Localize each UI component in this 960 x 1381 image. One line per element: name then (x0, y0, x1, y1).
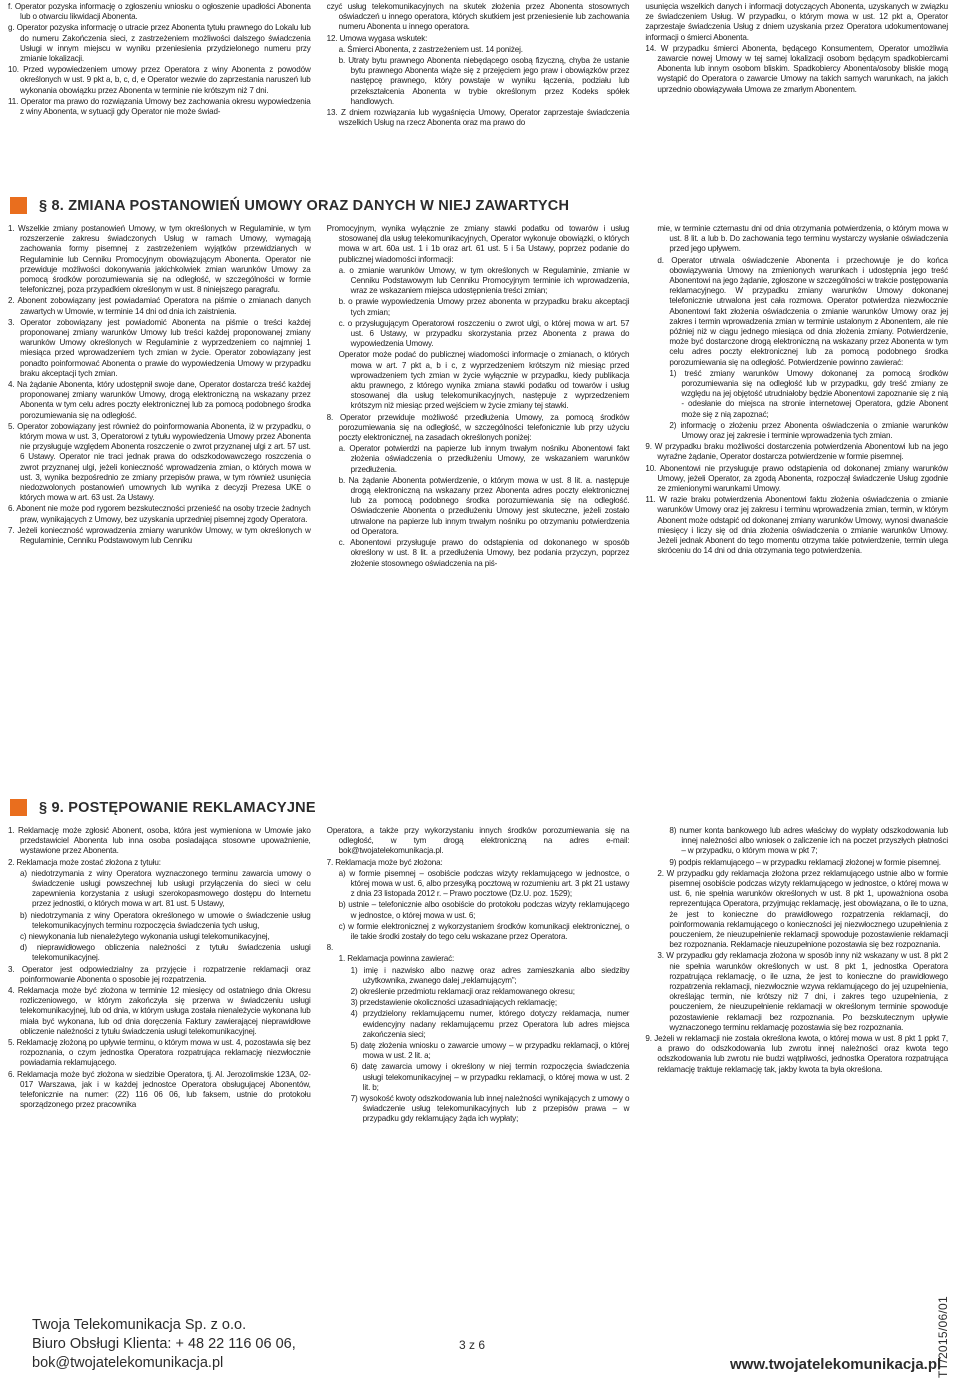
paragraph: d) nieprawidłowego obliczenia należności z tytułu świadczenia usługi telekomunikacyjnej. (20, 943, 311, 963)
paragraph: g. Operator pozyska informację o utracie przez Abonenta tytułu prawnego do Lokalu lub do numeru Zakończenia sieci, z zastrzeżeniem możliwości dalszego świadczenia Usługi w innym miejscu w wyniku przeniesienia przydzielonego numeru przy zmianie lokalizacji. (8, 23, 311, 64)
paragraph: c. Abonentowi przysługuje prawo do odstąpienia od dokonanego w sposób określony w ust. 8 lit. a przedłużenia Umowy, bez podania przyczyn, poprzez złożenie stosownego oświadczenia na piś- (338, 538, 630, 568)
section-9-column-2 (327, 826, 630, 1126)
paragraph: 1. Reklamację może zgłosić Abonent, osoba, która jest wymieniona w Umowie jako przedstawiciel Abonenta lub inna osoba posiadająca stosowne upoważnienie, wystawione przez Abonenta. (8, 826, 311, 856)
paragraph: Operator może podać do publicznej wiadomości informacje o zmianach, o których mowa w art. 7 pkt a, b i c, z wyprzedzeniem krótszym niż miesiąc przed wprowadzeniem tych zmian w życie wyłącznie w przypadku, kiedy publikacja aktu prawnego, z którego wynika zmiana stawki podatku od towarów i usług stosowanej dla usług telekomunikacyjnych, następuje z wyprzedzeniem krótszym niż miesiąc przed wejściem w życie zmiany tej stawki. (338, 350, 630, 411)
section-8-column-1 (8, 224, 311, 570)
paragraph: 3. Operator zobowiązany jest powiadomić Abonenta na piśmie o treści każdej proponowanej zmiany warunków Umowy lub treści każdej proponowanej zmiany warunków Umowy określonych w Regulaminie z wyprzedzeniem co najmniej 1 miesiąca przed wprowadzeniem tych zmian w życie. Operator zobowiązany jest ponadto poinformować Abonenta o prawie do wypowiedzenia Umowy w przypadku braku akceptacji tych zmian. (8, 317, 311, 378)
paragraph: 11. W razie braku potwierdzenia Abonentowi faktu złożenia oświadczenia o zmianie warunków Umowy oraz jej zakresu i terminu wprowadzenia zmian, termin, w którym Abonent może odstąpić od dokonanej zmiany warunków Umowy, wynosi dwanaście miesięcy i liczy się od dnia złożenia oświadczenia o zmianie warunków Umowy. Jeżeli jednak Abonent do tego momentu otrzyma takie potwierdzenie, termin ulega skróceniu do 14 dni od dnia otrzymania tego potwierdzenia. (645, 495, 949, 556)
section-9-body (0, 826, 960, 1126)
paragraph: 13. Z dniem rozwiązania lub wygaśnięcia Umowy, Operator zaprzestaje świadczenia wszelkich Usług na rzecz Abonenta oraz ma prawo do (326, 108, 630, 128)
paragraph: czyć usług telekomunikacyjnych na skutek złożenia przez Abonenta stosownych oświadczeń u innego operatora, których skutkiem jest przeniesienie lub zachowania numeru Abonenta u innego operatora. (326, 2, 630, 32)
paragraph: c) niewykonania lub nienależytego wykonania usługi telekomunikacyjnej, (20, 932, 270, 942)
paragraph: 7) wysokość kwoty odszkodowania lub innej należności wynikających z umowy o świadczenie usług telekomunikacyjnych lub z przepisów prawa – w przypadku gdy reklamujący żąda ich wypłaty; (350, 1094, 630, 1124)
paragraph: 4. Reklamacja może być złożona w terminie 12 miesięcy od ostatniego dnia Okresu rozliczeniowego, w którym zakończyła się przerwa w świadczeniu usługi telekomunikacyjnej, lub od dnia, w którym usługa została nienależycie wykonana lub miała być wykonana, lub od dnia doręczenia Faktury zawierającej nieprawidłowe obliczenie należności z tytułu świadczenia usługi telekomunikacyjnej. (8, 986, 311, 1036)
paragraph: 4) przydzielony reklamującemu numer, którego dotyczy reklamacja, numer ewidencyjny nadany reklamującemu przez Operatora lub adres miejsca zakończenia sieci; (350, 1009, 630, 1039)
section-9-column-1 (8, 826, 311, 1126)
paragraph: 2) określenie przedmiotu reklamacji oraz reklamowanego okresu; (350, 987, 575, 997)
paragraph: c) w formie elektronicznej z wykorzystaniem środków komunikacji elektronicznej, o ile takie środki zostały do tego celu wskazane przez Operatora. (338, 921, 630, 942)
section-marker-icon (10, 799, 27, 816)
paragraph: 9. W przypadku braku możliwości dostarczenia potwierdzenia Abonentowi lub na jego wyraźne żądanie, Operator dostarcza potwierdzenie w formie pisemnej. (645, 442, 949, 462)
paragraph: 2. Abonent zobowiązany jest powiadamiać Operatora na piśmie o zmianach danych zawartych w Umowie, w terminie 14 dni od dnia ich zaistnienia. (8, 296, 311, 316)
section-8-column-2 (327, 224, 630, 570)
footer-contact (32, 1316, 296, 1373)
top-column-2 (327, 2, 630, 129)
paragraph: 6. Abonent nie może pod rygorem bezskuteczności przenieść na osoby trzecie żadnych praw, wynikających z Umowy, bez uzyskania uprzedniej pisemnej zgody Operatora. (8, 504, 311, 524)
paragraph: 5. Reklamację złożoną po upływie terminu, o którym mowa w ust. 4, pozostawia się bez rozpoznania, o czym jednostka Operatora rozpatrująca reklamację niezwłocznie powiadamia reklamującego. (8, 1038, 311, 1068)
section-8-heading (10, 197, 569, 214)
paragraph: Promocyjnym, wynika wyłącznie ze zmiany stawki podatku od towarów i usług stosowanej dla usług telekomunikacyjnych, Operator wykonuje obowiązki, o których mowa w art. 60a ust. 1 i 1b oraz art. 61 ust. 5 i 5a Ustawy, poprzez podanie do publicznej wiadomości informacji: (326, 224, 630, 264)
section-9-column-3 (645, 826, 948, 1126)
section-8-title: § 8. ZMIANA POSTANOWIEŃ UMOWY ORAZ DANYCH W NIEJ ZAWARTYCH (39, 197, 570, 214)
paragraph: Operatora, a także przy wykorzystaniu innych środków porozumiewania się na odległość, w tym drogą elektroniczną na adres e-mail: bok@twojatelekomunikacja.pl. (326, 826, 630, 856)
paragraph: a. Operator potwierdzi na papierze lub innym trwałym nośniku Abonentowi fakt złożenia oświadczenia o przedłużeniu Umowy, ze wskazaniem warunków przedłużenia. (338, 444, 630, 474)
paragraph: c. o przysługującym Operatorowi roszczeniu o zwrot ulgi, o której mowa w art. 57 ust. 6 Ustawy, w przypadku skorzystania przez Abonenta z prawa do wypowiedzenia Umowy. (338, 318, 630, 349)
section-9-heading (10, 799, 316, 816)
paragraph: 1) imię i nazwisko albo nazwę oraz adres zamieszkania albo siedziby użytkownika, zwanego dalej „reklamującym”; (350, 965, 630, 985)
paragraph: 5. Operator zobowiązany jest również do poinformowania Abonenta, iż w przypadku, o którym mowa w ust. 3, Operatorowi z tytułu wypowiedzenia Umowy przez Abonenta nie przysługuje względem Abonenta roszczenie o zwrot przyznanej ulgi z art. 57 ust. 6 Ustawy. Operator nie traci jednak prawa do odszkodowawczego roszczenia o zwrot przyznanej ulgi, jeżeli konieczność wprowadzenia zmian, o których mowa w ust. 3, wynika bezpośrednio ze zmiany przepisów prawa, w tym również usunięcia niedozwolonych postanowień umownych lub wynika z decyzji Prezesa UKE o których mowa w art. 63 ust. 2a Ustawy. (8, 421, 311, 503)
paragraph: 11. Operator ma prawo do rozwiązania Umowy bez zachowania okresu wypowiedzenia z winy Abonenta, w sytuacji gdy Operator nie może świad- (8, 96, 311, 117)
paragraph: a) w formie pisemnej – osobiście podczas wizyty reklamującego w jednostce, o której mowa w ust. 6, albo przesyłką pocztową w rozumieniu art. 3 pkt 21 ustawy z dnia 23 listopada 2012 r. – Prawo pocztowe (Dz.U. poz. 1529); (338, 868, 630, 899)
footer-phone: Biuro Obsługi Klienta: + 48 22 116 06 06, (32, 1336, 296, 1352)
section-8-column-3 (645, 224, 948, 570)
paragraph: usunięcia wszelkich danych i informacji dotyczących Abonenta, uzyskanych w związku ze świadczeniem Usług. W przypadku, o którym mowa w ust. 12 pkt a, Operator zaprzestaje świadczenia Usług z dniem uzyskania przez Operatora udokumentowanej informacji o śmierci Abonenta. (645, 2, 949, 42)
paragraph: d. Operator utrwala oświadczenie Abonenta i przechowuje je do końca obowiązywania Umowy na zmienionych warunkach i udostępnia jego treść Abonentowi na jego żądanie, zgłoszone w szczególności w trakcie postępowania reklamacyjnego. W przypadku zmiany warunków Umowy dokonanej telefonicznie utrwalona jest cała rozmowa. Operator potwierdza niezwłocznie Abonentowi fakt złożenia oświadczenia o zmianie warunków Umowy oraz jej zakres i termin wprowadzenia zmian w terminie ustalonym z Abonentem, ale nie później niż w ciągu jednego miesiąca od dnia złożenia zmiany. Potwierdzenie, może być dostarczone drogą elektroniczną na wskazany przez Abonenta w tym celu adres poczty elektronicznej lub za pomocą podobnego środka porozumiewania się na odległość. Potwierdzenie powinno zawierać: (657, 255, 949, 367)
top-section (0, 2, 960, 129)
paragraph: 7. Jeżeli konieczność wprowadzenia zmiany warunków Umowy, w tym określonych w Regulaminie, Cenniku Podstawowym lub Cenniku (8, 525, 311, 546)
paragraph: 10. Abonentowi nie przysługuje prawo odstąpienia od dokonanej zmiany warunków Umowy, jeżeli Operator, za zgodą Abonenta, rozpoczął świadczenie Usług zgodnie ze zmienionymi warunkami Umowy. (645, 463, 949, 494)
paragraph: 4. Na żądanie Abonenta, który udostępnił swoje dane, Operator dostarcza treść każdej proponowanej zmiany warunków Umowy, drogą elektroniczną na wskazany przez Abonenta w tym celu adres poczty elektronicznej lub za pomocą podobnego środka porozumiewania się na odległość. (8, 380, 311, 420)
paragraph: 2. W przypadku gdy reklamacja złożona przez reklamującego ustnie albo w formie pisemnej osobiście podczas wizyty reklamującego w jednostce, o której mowa w ust. 6, nie spełnia warunków określonych w ust. 8 pkt 1, upoważniona osoba reprezentująca Operatora, przyjmując reklamację, jest obowiązana, o ile to uzna, że jest to konieczne do prawidłowego rozpatrzenia reklamacji, do poinformowania reklamującego o konieczności jej niezwłocznego uzupełnienia z pouczeniem, że nieuzupełnienie reklamacji spowoduje pozostawienie reklamacji bez rozpoznania. Reklamacje nieuzupełnione pozostawia się bez rozpoznania. (657, 868, 949, 950)
paragraph: 7. Reklamacja może być złożona: (326, 857, 443, 867)
paragraph: a) niedotrzymania z winy Operatora wyznaczonego terminu zawarcia umowy o świadczenie usługi powszechnej lub usługi przyłączenia do sieci w celu zapewnienia korzystania z usługi szerokopasmowego dostępu do Internetu przez jednostki, o których mowa w art. 81 ust. 5 Ustawy, (20, 868, 311, 909)
paragraph: 3. Operator jest odpowiedzialny za przyjęcie i rozpatrzenie reklamacji oraz poinformowanie Abonenta o sposobie jej rozpatrzenia. (8, 964, 311, 984)
top-column-3 (645, 2, 948, 129)
paragraph: b. o prawie wypowiedzenia Umowy przez abonenta w przypadku braku akceptacji tych zmian; (338, 297, 630, 317)
section-8-body (0, 224, 960, 570)
top-column-1 (8, 2, 311, 129)
paragraph: 3. W przypadku gdy reklamacja złożona w sposób inny niż wskazany w ust. 8 pkt 2 nie spełnia warunków określonych w ust. 8 pkt 1, jednostka Operatora rozpatrująca reklamację, o ile uzna, że jest to konieczne do prawidłowego rozpatrzenia reklamacji, niezwłocznie wzywa reklamującego do jej uzupełnienia, określając termin, nie krótszy niż 7 dni, i zakres tego uzupełnienia, z pouczeniem, że nieuzupełnienie reklamacji w określonym terminie spowoduje pozostawienie reklamacji bez rozpoznania. Po bezskutecznym upływie wyznaczonego terminu reklamację pozostawia się bez rozpoznania. (657, 951, 949, 1032)
paragraph: 6) datę zawarcia umowy i określony w niej termin rozpoczęcia świadczenia usługi telekomunikacyjnej – w przypadku reklamacji, o której mowa w ust. 2 lit. b; (350, 1062, 630, 1092)
paragraph: 9) podpis reklamującego – w przypadku reklamacji złożonej w formie pisemnej. (669, 857, 941, 867)
paragraph: 14. W przypadku śmierci Abonenta, będącego Konsumentem, Operator umożliwia zawarcie nowej Umowy w tej samej lokalizacji osobom będącym spadkobiercami Abonenta lub innym osobom bliskim. Spadkobiercy Abonenta/osoby bliskie mogą wystąpić do Operatora o zawarcie Umowy na takich samych warunkach, na jakich uprzednio obowiązywała Umowa ze zmarłym Abonentem. (645, 43, 949, 94)
paragraph: 9. Jeżeli w reklamacji nie została określona kwota, o której mowa w ust. 8 pkt 1 ppkt 7, a prawo do odszkodowania lub zwrotu innej należności oraz kwota tego odszkodowania lub zwrotu nie budzi wątpliwości, jednostka Operatora rozpatrująca reklamację traktuje reklamację tak, jakby kwota ta była określona. (645, 1034, 949, 1074)
paragraph: 8. (326, 943, 334, 953)
section-marker-icon (10, 197, 27, 214)
paragraph: a. o zmianie warunków Umowy, w tym określonych w Regulaminie, zmianie w Cenniku Podstawowym lub Cenniku Promocyjnym terminie ich wprowadzenia, wraz ze wskazaniem miejsca udostępnienia treści zmian; (338, 265, 630, 296)
footer-website-link[interactable]: www.twojatelekomunikacja.pl (730, 1356, 942, 1373)
paragraph: 2) informację o złożeniu przez Abonenta oświadczenia o zmianie warunków Umowy oraz jej zakresie i terminie wprowadzenia tych zmian. (669, 420, 949, 441)
paragraph: 2. Reklamacja może zostać złożona z tytułu: (8, 857, 161, 867)
paragraph: 1) treść zmiany warunków Umowy dokonanej za pomocą środków porozumiewania się na odległość lub w przypadku, gdy treść zmiany ze względu na jej objętość utrudniałoby będzie Abonentowi zapoznanie się z nią - odesłanie do miejsca na stronie internetowej Operatora, gdzie Abonent może się z nią zapoznać; (669, 368, 949, 419)
footer-email[interactable]: bok@twojatelekomunikacja.pl (32, 1355, 224, 1371)
paragraph: 1. Wszelkie zmiany postanowień Umowy, w tym określonych w Regulaminie, w tym rozszerzenie zakresu świadczonych Usług w ramach Umowy, wymagają zachowania formy pisemnej z zastrzeżeniem wyjątków przewidzianych w Regulaminie lub Cenniku Promocyjnym obowiązującym Abonenta. Operator nie przewiduje możliwości dokonywania jakichkolwiek zmian warunków Umowy za pomocą środków porozumiewania się na odległość, w szczególności w formie telefonicznej, poza przypadkiem określonym w ust. 8 niniejszego paragrafu. (8, 224, 311, 295)
footer-company: Twoja Telekomunikacja Sp. z o.o. (32, 1317, 247, 1333)
paragraph: mie, w terminie czternastu dni od dnia otrzymania potwierdzenia, o którym mowa w ust. 8 lit. a lub b. Do zachowania tego terminu wystarczy wysłanie oświadczenia przed jego upływem. (657, 224, 949, 254)
paragraph: 10. Przed wypowiedzeniem umowy przez Operatora z winy Abonenta z powodów określonych w ust. 9 pkt a, b, c, d, e Operator wezwie do zaprzestania naruszeń lub wykonania obowiązku przez Abonenta w terminie nie krótszym niż 7 dni. (8, 65, 311, 95)
document-code: TT/2015/06/01 (936, 1296, 950, 1378)
paragraph: 8. Operator przewiduje możliwość przedłużenia Umowy, za pomocą środków porozumiewania się na odległość, w szczególności telefonicznie lub przy użyciu poczty elektronicznej, na zasadach określonych poniżej: (326, 412, 630, 443)
paragraph: 3) przedstawienie okoliczności uzasadniających reklamację; (350, 998, 558, 1008)
page-number: 3 z 6 (459, 1338, 486, 1352)
paragraph: b. Utraty bytu prawnego Abonenta niebędącego osobą fizyczną, chyba że ustanie bytu prawnego Abonenta wiąże się z przejęciem jego praw i obowiązków przez następcę prawnego, który powstaje w wyniku łączenia, podziału lub przekształcenia Abonenta w trybie określonym przez Kodeks spółek handlowych. (338, 56, 630, 106)
paragraph: 12. Umowa wygasa wskutek: (326, 33, 428, 43)
paragraph: 1. Reklamacja powinna zawierać: (338, 954, 455, 964)
paragraph: a. Śmierci Abonenta, z zastrzeżeniem ust. 14 poniżej. (338, 44, 523, 54)
paragraph: 8) numer konta bankowego lub adres właściwy do wypłaty odszkodowania lub innej należności albo wniosek o zaliczenie ich na poczet przyszłych płatności – w przypadku, o którym mowa w pkt 7; (669, 826, 949, 856)
section-9-title: § 9. POSTĘPOWANIE REKLAMACYJNE (39, 799, 316, 816)
paragraph: b) ustnie – telefonicznie albo osobiście do protokołu podczas wizyty reklamującego w jednostce, o której mowa w ust. 6; (338, 900, 630, 920)
paragraph: f. Operator pozyska informację o zgłoszeniu wniosku o ogłoszenie upadłości Abonenta lub o otwarciu likwidacji Abonenta. (8, 2, 311, 22)
paragraph: 6. Reklamacja może być złożona w siedzibie Operatora, tj. Al. Jerozolimskie 123A, 02-017 Warszawa, jak i w każdej jednostce Operatora obsługującej Abonentów, telefonicznie na numer: (22) 116 06 06, lub faksem, ustnie do protokołu sporządzonego przez pracownika (8, 1069, 311, 1110)
paragraph: 5) datę złożenia wniosku o zawarcie umowy – w przypadku reklamacji, o której mowa w ust. 2 lit. a; (350, 1041, 630, 1061)
paragraph: b) niedotrzymania z winy Operatora określonego w umowie o świadczenie usług telekomunikacyjnych terminu rozpoczęcia świadczenia tych usług, (20, 910, 311, 930)
paragraph: b. Na żądanie Abonenta potwierdzenie, o którym mowa w ust. 8 lit. a. następuje drogą elektroniczną na wskazany przez Abonenta adres poczty elektronicznej lub za pomocą podobnego środka porozumiewania się na odległość. Oświadczenie Abonenta o przedłużeniu Umowy jest skuteczne, jeżeli zostało utrwalone na papierze lub innym trwałym nośniku po otrzymaniu potwierdzenia od Operatora. (338, 475, 630, 536)
